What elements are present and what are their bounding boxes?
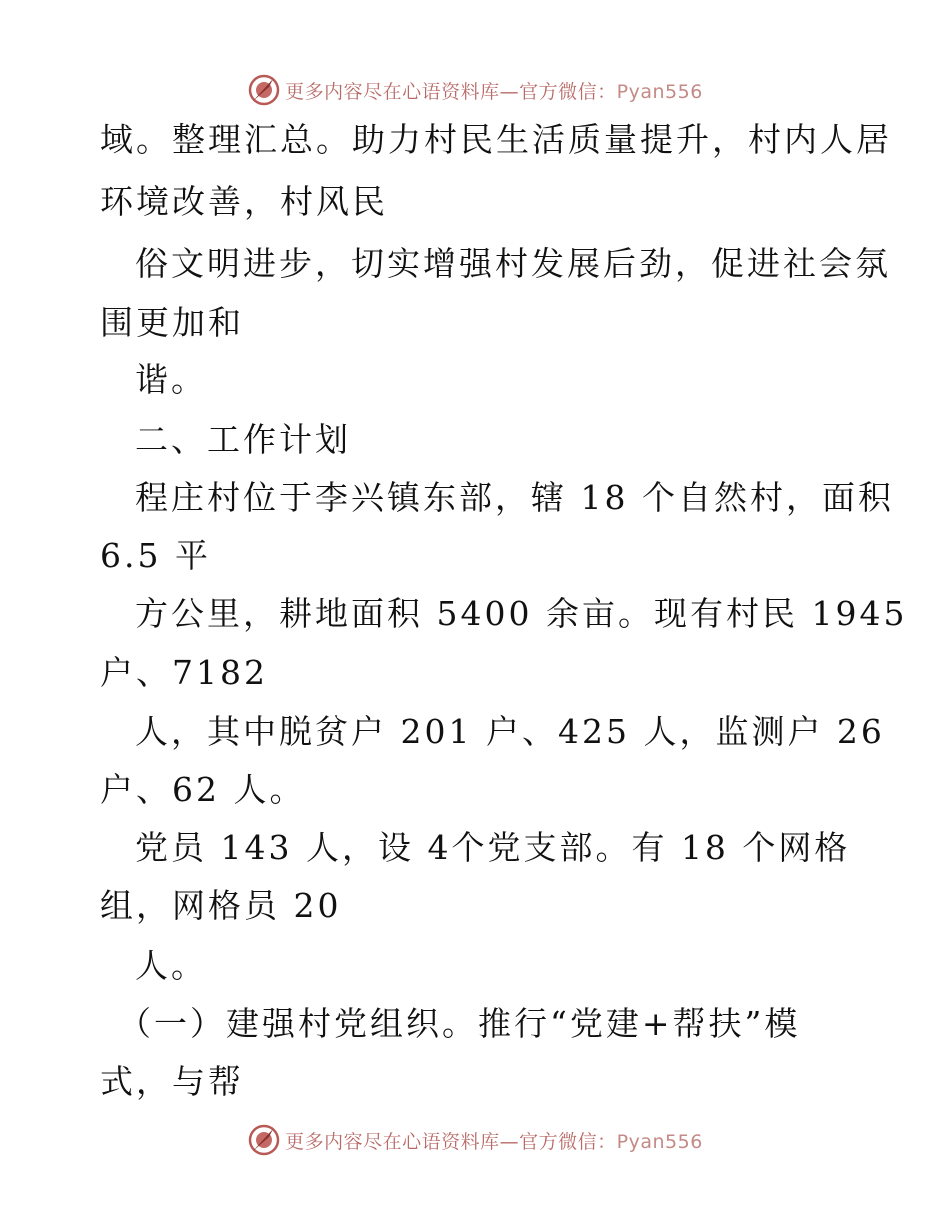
watermark-text: 更多内容尽在心语资料库—官方微信：Pyan556 (285, 80, 703, 103)
text-line: 户、7182 (100, 653, 268, 692)
watermark-text: 更多内容尽在心语资料库—官方微信：Pyan556 (285, 1130, 703, 1153)
text-line: 方公里，耕地面积 5400 余亩。现有村民 1945 (135, 594, 908, 633)
quill-logo-icon (247, 73, 281, 107)
text-line: 俗文明进步，切实增强村发展后劲，促进社会氛 (135, 244, 891, 283)
header-watermark (0, 72, 950, 108)
text-line: 党员 143 人，设 4个党支部。有 18 个网格 (135, 828, 851, 867)
text-line: 人，其中脱贫户 201 户、425 人，监测户 26 (135, 712, 885, 751)
text-line: 人。 (135, 946, 207, 985)
text-line: 环境改善，村风民 (100, 182, 388, 221)
text-line: 组，网格员 20 (100, 886, 342, 925)
text-line: 6.5 平 (100, 536, 211, 575)
section-heading: 二、工作计划 (135, 420, 351, 459)
text-line: 谐。 (135, 360, 207, 399)
text-line: 户、62 人。 (100, 770, 306, 809)
text-line: 式，与帮 (100, 1062, 244, 1101)
text-line: 围更加和 (100, 303, 244, 342)
text-line: 域。整理汇总。助力村民生活质量提升，村内人居 (100, 120, 892, 159)
footer-watermark (0, 1122, 950, 1158)
subsection-heading: （一）建强村党组织。推行“党建+帮扶”模 (118, 1004, 801, 1043)
quill-logo-icon (247, 1123, 281, 1157)
text-line: 程庄村位于李兴镇东部，辖 18 个自然村，面积 (135, 478, 894, 517)
